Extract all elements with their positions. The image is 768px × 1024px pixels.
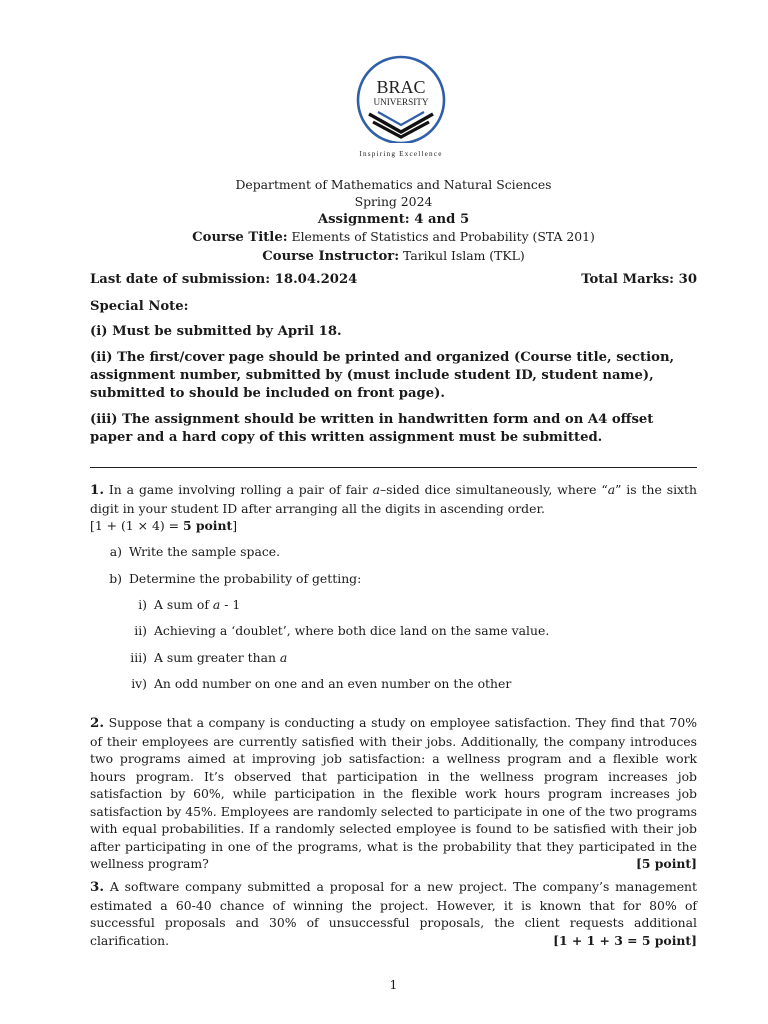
instructor-value: Tarikul Islam (TKL) bbox=[403, 247, 525, 263]
q1-part-a bbox=[90, 543, 697, 561]
document-page bbox=[90, 0, 697, 1024]
logo-line1: BRAC bbox=[376, 77, 426, 97]
logo-tagline: Inspiring Excellence bbox=[359, 150, 443, 158]
submission-deadline: Last date of submission: 18.04.2024 bbox=[90, 272, 358, 287]
submission-row bbox=[90, 271, 697, 289]
q1-part-b-ii bbox=[90, 622, 697, 640]
note-3: (iii) The assignment should be written in handwritten form and on A4 offset paper and a hard copy of this written assignment must be submitted. bbox=[90, 412, 654, 445]
q2-points: [5 point] bbox=[635, 856, 697, 871]
course-title-line bbox=[90, 228, 697, 246]
variable-a: a bbox=[372, 482, 380, 497]
part-label: a) bbox=[109, 544, 122, 559]
part-text: Achieving a ‘doublet’, where both dice land on the same value. bbox=[153, 623, 550, 638]
question-1 bbox=[90, 481, 697, 535]
part-text: Write the sample space. bbox=[128, 544, 281, 559]
variable-a: a bbox=[607, 482, 616, 497]
q1-points: [1 + (1 × 4) = 5 point] bbox=[90, 518, 238, 533]
part-text: An odd number on one and an even number on the other bbox=[153, 676, 512, 691]
course-title-value: Elements of Statistics and Probability (STA 201) bbox=[291, 229, 595, 245]
part-label: i) bbox=[138, 597, 147, 612]
q1-text-b: –sided dice simultaneously, where “ bbox=[379, 482, 608, 497]
course-header bbox=[90, 176, 697, 265]
variable-a: a bbox=[279, 650, 288, 665]
part-label: ii) bbox=[134, 623, 147, 638]
question-2 bbox=[90, 714, 697, 873]
q1-part-b-iii: iii) A sum greater than a bbox=[90, 649, 697, 667]
total-marks: Total Marks: 30 bbox=[581, 272, 697, 287]
instructor-label: Course Instructor: bbox=[262, 248, 400, 264]
course-title-label: Course Title: bbox=[192, 230, 288, 246]
department-name: Department of Mathematics and Natural Sciences bbox=[235, 177, 552, 192]
q1-text-a: In a game involving rolling a pair of fair bbox=[108, 482, 368, 497]
page-number: 1 bbox=[389, 977, 398, 992]
q1-part-b-iv bbox=[90, 675, 697, 693]
part-text: Determine the probability of getting: bbox=[128, 571, 362, 586]
logo-line2: UNIVERSITY bbox=[373, 97, 429, 107]
brac-university-logo bbox=[351, 52, 451, 164]
special-note-title: Special Note: bbox=[90, 299, 189, 314]
q1-part-b bbox=[90, 570, 697, 588]
q3-points: [1 + 1 + 3 = 5 point] bbox=[553, 932, 697, 948]
section-divider bbox=[90, 467, 697, 468]
question-number: 2. bbox=[90, 715, 104, 731]
question-number: 3. bbox=[90, 879, 104, 895]
question-3 bbox=[90, 878, 697, 949]
part-label: b) bbox=[109, 571, 122, 586]
note-2: (ii) The first/cover page should be printed and organized (Course title, section, assignment number, submitted by (must include student ID, student name), submitted to should be included on front page). bbox=[90, 350, 675, 401]
assignment-title: Assignment: 4 and 5 bbox=[317, 211, 470, 227]
q1-part-b-i: i) A sum of a - 1 bbox=[90, 596, 697, 614]
q2-text: Suppose that a company is conducting a study on employee satisfaction. They find that 70% of their employees are currently satisfied with their jobs. Additionally, the company introduces two programs aimed at improving job satisfaction: a wellness program and a flexible work hours program. It’s observed that participation in the wellness program increases job satisfaction by 60%, while participation in the flexible work hours program increases job satisfaction by 45%. Employees are randomly selected to participate in one of the two programs with equal probabilities. If a randomly selected employee is found to be satisfied with their job after participating in one of the programs, what is the probability that they participated in the wellness program? bbox=[90, 715, 697, 871]
instructor-line bbox=[90, 247, 697, 265]
part-label: iii) bbox=[130, 650, 147, 665]
variable-a: a bbox=[212, 597, 221, 612]
part-label: iv) bbox=[131, 676, 147, 691]
q1-text-c: ” is the sixth digit in your student ID after arranging all the digits in ascending order. bbox=[90, 482, 697, 516]
note-1: (i) Must be submitted by April 18. bbox=[90, 324, 342, 339]
question-number: 1. bbox=[90, 482, 104, 498]
semester: Spring 2024 bbox=[354, 194, 433, 210]
q3-text: A software company submitted a proposal for a new project. The company’s management estimated a 60-40 chance of winning the project. However, it is known that for 80% of successful proposals and 30% of unsuccessful proposals, the client requests additional clarification. bbox=[90, 879, 697, 948]
